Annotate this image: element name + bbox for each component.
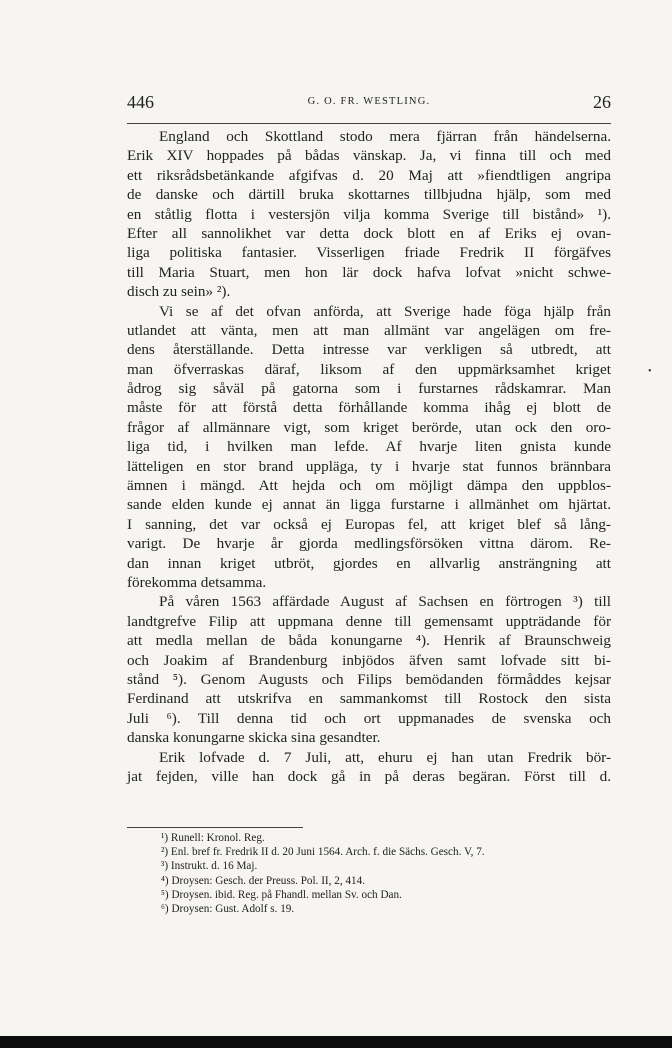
text-line: Erik lofvade d. 7 Juli, att, ehuru ej han utan Fredrik bör- (159, 748, 611, 766)
text-line: På våren 1563 affärdade August af Sachsen en förtrogen ³) till (159, 593, 611, 611)
footnote (161, 902, 621, 916)
page-header (127, 92, 611, 116)
text-line: jat fejden, ville han dock gå in på deras begäran. Först till d. (127, 767, 611, 785)
text-line: man öfverraskas däraf, liksom af den uppmärksamhet kriget (127, 360, 611, 378)
footnotes (161, 831, 621, 916)
text-line: ämnen i mängd. Att hejda och om möjligt dämpa den uppblos- (127, 477, 611, 495)
text-line: Juli ⁶). Till denna tid och ort uppmanades de svenska och (127, 709, 611, 727)
footnote-rule (127, 827, 303, 828)
footnote-mark: ¹) (161, 832, 169, 844)
text-line: frågor af allmännare vigt, som kriget berörde, utan ock den oro- (127, 418, 611, 436)
running-title: G. O. FR. WESTLING. (307, 96, 431, 107)
text-line: Efter all sannolikhet var detta dock blott en af Eriks ej ovan- (127, 224, 611, 242)
footnote-mark: ⁶) (161, 902, 169, 915)
text-line: förekomma detsamma. (127, 573, 267, 591)
text-line: en ståtlig flotta i vestersjön vilja komma Sverige till bistånd» ¹). (127, 205, 611, 223)
text-line: lätteligen en stor brand uppläga, ty i hvarje stat funnos brännbara (127, 457, 611, 475)
text-line: varigt. De hvarje år gjorda medlingsförsöken vittna därom. Re- (127, 535, 611, 553)
text-line: liga politiska fantasier. Visserligen friade Fredrik II förgäfves (127, 244, 611, 262)
text-line: dan innan kriget utbröt, gjordes en allvarlig ansträngning att (127, 554, 611, 572)
footnote-text: Runell: Kronol. Reg. (170, 832, 265, 844)
text-line: utlandet att vänta, men att man allmänt var angelägen om fre- (127, 321, 611, 339)
text-line: måste för att förstå detta förhållande komma ihåg ej blott de (127, 399, 611, 417)
scan-edge (0, 1036, 672, 1048)
footnote (161, 888, 621, 902)
text-line: landtgrefve Filip att uppmana denne till gemensamt uppträdande för (127, 612, 611, 630)
text-line: Ferdinand att utskrifva en sammankomst till Rostock den sista (127, 690, 611, 708)
footnote-mark: ⁴) (161, 874, 169, 887)
footnote-text: Droysen. ibid. Reg. på Fhandl. mellan Sv. och Dan. (171, 888, 402, 901)
footnote (161, 831, 621, 845)
text-line: liga tid, i hvilken man lefde. Af hvarje liten gnista kunde (127, 438, 611, 456)
text-line: Erik XIV hoppades på bådas vänskap. Ja, vi finna till och med (127, 147, 611, 165)
text-line: Vi se af det ofvan anförda, att Sverige hade föga hjälp från (159, 302, 611, 320)
text-line: de danske och därtill bruka skottarnes tillbjudna hjälp, som med (127, 186, 611, 204)
body-text (127, 127, 611, 786)
text-line: stånd ⁵). Genom Augusts och Filips bemödanden förmåddes kejsar (127, 670, 611, 688)
text-line: och Joakim af Brandenburg inbjödos äfven samt lofvade sitt bi- (127, 651, 611, 669)
footnote (161, 845, 621, 859)
footnote-text: Droysen: Gesch. der Preuss. Pol. II, 2, 414. (171, 874, 366, 887)
text-line: till Maria Stuart, men hon lär dock hafva lofvat »nicht schwe- (127, 263, 611, 281)
footnote (161, 874, 621, 888)
text-line: danska konungarne skicka sina gesandter. (127, 729, 381, 747)
footnote-mark: ³) (161, 860, 169, 873)
footnote-text: Droysen: Gust. Adolf s. 19. (171, 902, 295, 915)
footnote-mark: ⁵) (161, 888, 169, 901)
text-line: disch zu sein» ²). (127, 283, 231, 301)
text-line: ett riksrådsbetänkande afgifvas d. 20 Maj att »fiendtligen angripa (127, 166, 611, 184)
text-line: I sanning, det var också ej Europas fel, att kriget blef så lång- (127, 515, 611, 533)
text-line: sande elden kunde ej annat än ligga furstarne i allmänhet om hjärtat. (127, 496, 611, 514)
sheet-number: 26 (593, 92, 611, 112)
footnote-text: Enl. bref fr. Fredrik II d. 20 Juni 1564. Arch. f. die Sächs. Gesch. V, 7. (170, 846, 485, 859)
text-line: att medla mellan de båda konungarne ⁴). Henrik af Braunschweig (127, 632, 611, 650)
footnote (161, 859, 621, 873)
footnote-mark: ²) (161, 846, 169, 859)
text-line: England och Skottland stodo mera fjärran från händelserna. (159, 128, 611, 145)
margin-dot: • (648, 366, 652, 377)
header-rule (127, 123, 611, 124)
page-number: 446 (127, 92, 154, 112)
footnote-text: Instrukt. d. 16 Maj. (170, 860, 258, 873)
text-line: dens återställande. Detta intresse var verkligen så utbredt, att (127, 341, 611, 359)
text-line: ådrog sig såväl på gatorna som i furstarnes rådskamrar. Man (127, 380, 611, 398)
